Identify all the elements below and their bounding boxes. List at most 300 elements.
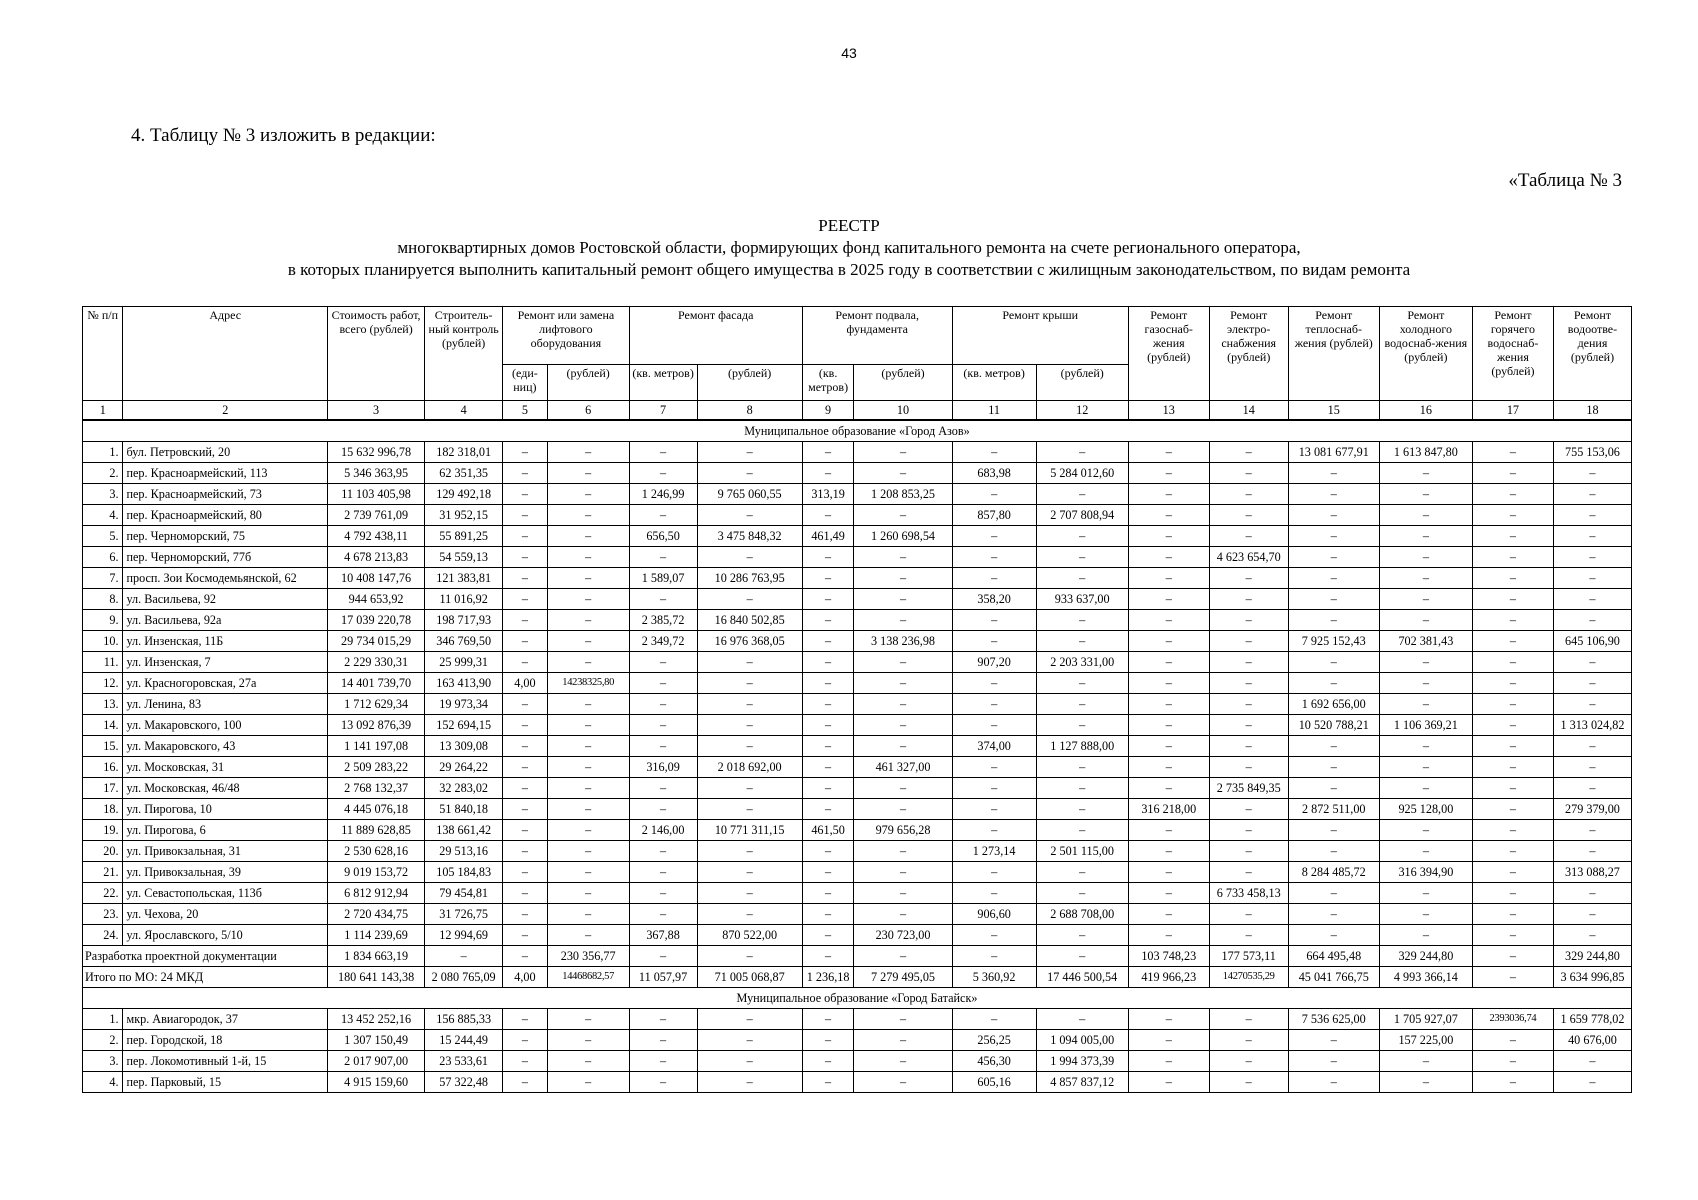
- table-row: [83, 904, 1632, 925]
- row-value: –: [1036, 673, 1128, 694]
- row-number: 24.: [83, 925, 123, 946]
- row-value: –: [854, 883, 952, 904]
- row-value: 2 707 808,94: [1036, 505, 1128, 526]
- row-value: –: [1036, 1009, 1128, 1030]
- row-value: –: [952, 694, 1036, 715]
- summary-value: 17 446 500,54: [1036, 967, 1128, 988]
- row-value: –: [1472, 757, 1553, 778]
- row-value: –: [854, 610, 952, 631]
- row-value: 17 039 220,78: [327, 610, 424, 631]
- row-value: –: [697, 505, 802, 526]
- row-value: 198 717,93: [425, 610, 503, 631]
- row-value: 605,16: [952, 1072, 1036, 1093]
- row-value: –: [1128, 925, 1209, 946]
- row-value: 1 127 888,00: [1036, 736, 1128, 757]
- row-value: 316 218,00: [1128, 799, 1209, 820]
- table-row: [83, 568, 1632, 589]
- row-value: 55 891,25: [425, 526, 503, 547]
- row-value: –: [503, 862, 548, 883]
- row-value: –: [629, 652, 697, 673]
- table-row: [83, 925, 1632, 946]
- row-value: 6 812 912,94: [327, 883, 424, 904]
- row-value: –: [854, 841, 952, 862]
- row-value: –: [503, 442, 548, 463]
- column-number: 4: [425, 401, 503, 421]
- row-value: –: [1128, 904, 1209, 925]
- row-value: –: [503, 1072, 548, 1093]
- row-value: 8 284 485,72: [1288, 862, 1379, 883]
- row-value: –: [854, 1072, 952, 1093]
- summary-value: 5 360,92: [952, 967, 1036, 988]
- row-value: –: [547, 799, 629, 820]
- row-value: –: [697, 736, 802, 757]
- row-value: 29 513,16: [425, 841, 503, 862]
- row-value: –: [952, 820, 1036, 841]
- row-number: 20.: [83, 841, 123, 862]
- row-value: –: [952, 925, 1036, 946]
- column-number: 1: [83, 401, 123, 421]
- row-value: –: [1128, 778, 1209, 799]
- row-value: –: [1036, 526, 1128, 547]
- row-value: –: [1128, 526, 1209, 547]
- column-number: 15: [1288, 401, 1379, 421]
- header-facade-rub: (рублей): [697, 365, 802, 401]
- table-row: [83, 484, 1632, 505]
- row-value: –: [1288, 568, 1379, 589]
- row-value: –: [697, 799, 802, 820]
- row-value: –: [503, 1009, 548, 1030]
- column-number: 14: [1209, 401, 1288, 421]
- row-value: –: [547, 883, 629, 904]
- summary-value: 14270535,29: [1209, 967, 1288, 988]
- row-value: 156 885,33: [425, 1009, 503, 1030]
- row-number: 4.: [83, 1072, 123, 1093]
- row-value: –: [1288, 463, 1379, 484]
- row-value: –: [1379, 736, 1472, 757]
- row-value: –: [1288, 883, 1379, 904]
- intro-text: 4. Таблицу № 3 изложить в редакции:: [131, 125, 436, 146]
- row-number: 10.: [83, 631, 123, 652]
- row-value: –: [802, 715, 854, 736]
- row-value: 1 589,07: [629, 568, 697, 589]
- row-value: –: [629, 841, 697, 862]
- header-num: № п/п: [83, 307, 123, 401]
- row-value: –: [547, 778, 629, 799]
- row-value: 15 244,49: [425, 1030, 503, 1051]
- row-number: 22.: [83, 883, 123, 904]
- column-number: 11: [952, 401, 1036, 421]
- row-value: –: [697, 883, 802, 904]
- row-value: 683,98: [952, 463, 1036, 484]
- row-value: –: [503, 631, 548, 652]
- row-value: –: [854, 715, 952, 736]
- header-basement: Ремонт подвала, фундамента: [802, 307, 952, 365]
- column-number: 9: [802, 401, 854, 421]
- summary-value: 419 966,23: [1128, 967, 1209, 988]
- row-value: –: [503, 820, 548, 841]
- row-value: 461,49: [802, 526, 854, 547]
- row-value: 32 283,02: [425, 778, 503, 799]
- row-value: –: [547, 862, 629, 883]
- table-row: [83, 862, 1632, 883]
- table-row: [83, 799, 1632, 820]
- column-number: 5: [503, 401, 548, 421]
- row-value: –: [1553, 841, 1631, 862]
- header-electric: Ремонт электро-снабжения (рублей): [1209, 307, 1288, 401]
- row-value: –: [802, 505, 854, 526]
- row-number: 11.: [83, 652, 123, 673]
- row-value: 279 379,00: [1553, 799, 1631, 820]
- row-value: –: [1036, 925, 1128, 946]
- row-value: –: [1209, 1030, 1288, 1051]
- row-address: ул. Пирогова, 10: [123, 799, 328, 820]
- summary-value: 329 244,80: [1379, 946, 1472, 967]
- row-address: ул. Чехова, 20: [123, 904, 328, 925]
- municipality-title: Муниципальное образование «Город Азов»: [83, 420, 1632, 442]
- row-value: 1 114 239,69: [327, 925, 424, 946]
- row-number: 13.: [83, 694, 123, 715]
- row-value: –: [1036, 547, 1128, 568]
- row-value: –: [629, 463, 697, 484]
- row-value: –: [1036, 820, 1128, 841]
- header-gas: Ремонт газоснаб-жения (рублей): [1128, 307, 1209, 401]
- row-value: 2 720 434,75: [327, 904, 424, 925]
- row-value: –: [1379, 484, 1472, 505]
- summary-value: 329 244,80: [1553, 946, 1631, 967]
- row-address: пер. Городской, 18: [123, 1030, 328, 1051]
- row-number: 19.: [83, 820, 123, 841]
- header-facade: Ремонт фасада: [629, 307, 802, 365]
- row-value: –: [547, 589, 629, 610]
- row-value: –: [1379, 673, 1472, 694]
- row-value: 40 676,00: [1553, 1030, 1631, 1051]
- header-lift-units: (еди-ниц): [503, 365, 548, 401]
- row-value: –: [503, 883, 548, 904]
- row-value: –: [547, 1051, 629, 1072]
- header-lift: Ремонт или замена лифтового оборудования: [503, 307, 630, 365]
- row-address: ул. Макаровского, 100: [123, 715, 328, 736]
- summary-value: 11 057,97: [629, 967, 697, 988]
- row-value: –: [1472, 841, 1553, 862]
- row-value: –: [952, 442, 1036, 463]
- row-value: 5 346 363,95: [327, 463, 424, 484]
- row-value: –: [697, 904, 802, 925]
- column-number-row: [83, 401, 1632, 421]
- row-value: –: [1288, 484, 1379, 505]
- row-value: 62 351,35: [425, 463, 503, 484]
- row-value: –: [629, 736, 697, 757]
- row-value: –: [1209, 631, 1288, 652]
- row-value: 2 385,72: [629, 610, 697, 631]
- summary-label: Разработка проектной документации: [83, 946, 328, 967]
- row-value: –: [1209, 820, 1288, 841]
- row-value: –: [952, 631, 1036, 652]
- row-value: –: [503, 925, 548, 946]
- row-value: 6 733 458,13: [1209, 883, 1288, 904]
- row-value: 2 688 708,00: [1036, 904, 1128, 925]
- row-value: 4 857 837,12: [1036, 1072, 1128, 1093]
- header-construction-control: Строитель-ный контроль (рублей): [425, 307, 503, 401]
- row-value: 2 768 132,37: [327, 778, 424, 799]
- row-value: 907,20: [952, 652, 1036, 673]
- row-value: –: [1472, 862, 1553, 883]
- row-value: –: [1288, 925, 1379, 946]
- row-value: 4 678 213,83: [327, 547, 424, 568]
- row-number: 14.: [83, 715, 123, 736]
- row-value: –: [802, 631, 854, 652]
- row-value: –: [1128, 610, 1209, 631]
- row-value: –: [854, 505, 952, 526]
- summary-value: –: [697, 946, 802, 967]
- row-number: 3.: [83, 484, 123, 505]
- row-value: –: [1128, 715, 1209, 736]
- summary-value: –: [1472, 967, 1553, 988]
- registry-table: [82, 306, 1632, 1093]
- row-value: –: [1128, 463, 1209, 484]
- row-value: –: [503, 1030, 548, 1051]
- row-address: мкр. Авиагородок, 37: [123, 1009, 328, 1030]
- table-row: [83, 820, 1632, 841]
- row-value: –: [697, 547, 802, 568]
- row-value: –: [697, 652, 802, 673]
- row-value: 1 712 629,34: [327, 694, 424, 715]
- row-value: –: [1209, 841, 1288, 862]
- summary-value: –: [629, 946, 697, 967]
- row-value: –: [1209, 568, 1288, 589]
- row-value: –: [1209, 862, 1288, 883]
- row-value: –: [1472, 442, 1553, 463]
- table-row: [83, 610, 1632, 631]
- row-value: –: [1128, 883, 1209, 904]
- row-value: –: [629, 442, 697, 463]
- row-value: –: [802, 1009, 854, 1030]
- row-value: 1 208 853,25: [854, 484, 952, 505]
- column-number: 18: [1553, 401, 1631, 421]
- row-value: –: [1472, 778, 1553, 799]
- row-value: –: [1288, 589, 1379, 610]
- summary-value: 4 993 366,14: [1379, 967, 1472, 988]
- row-value: –: [697, 1009, 802, 1030]
- summary-value: 45 041 766,75: [1288, 967, 1379, 988]
- row-value: –: [547, 715, 629, 736]
- row-value: –: [1036, 862, 1128, 883]
- row-number: 8.: [83, 589, 123, 610]
- row-value: 15 632 996,78: [327, 442, 424, 463]
- row-number: 16.: [83, 757, 123, 778]
- table-row: [83, 505, 1632, 526]
- row-value: –: [1472, 505, 1553, 526]
- row-value: –: [802, 757, 854, 778]
- row-value: –: [503, 505, 548, 526]
- row-value: –: [1209, 484, 1288, 505]
- row-value: 1 260 698,54: [854, 526, 952, 547]
- row-value: 29 734 015,29: [327, 631, 424, 652]
- row-value: –: [1472, 925, 1553, 946]
- table-row: [83, 778, 1632, 799]
- table-row: [83, 1009, 1632, 1030]
- row-value: –: [629, 883, 697, 904]
- row-value: 12 994,69: [425, 925, 503, 946]
- row-value: 163 413,90: [425, 673, 503, 694]
- summary-value: 103 748,23: [1128, 946, 1209, 967]
- summary-label: Итого по МО: 24 МКД: [83, 967, 328, 988]
- summary-value: 180 641 143,38: [327, 967, 424, 988]
- summary-value: 664 495,48: [1288, 946, 1379, 967]
- row-address: ул. Васильева, 92: [123, 589, 328, 610]
- row-number: 2.: [83, 1030, 123, 1051]
- row-value: –: [802, 568, 854, 589]
- row-address: ул. Пирогова, 6: [123, 820, 328, 841]
- row-number: 9.: [83, 610, 123, 631]
- municipality-group-row: [83, 420, 1632, 442]
- row-value: –: [1128, 505, 1209, 526]
- row-value: –: [1036, 610, 1128, 631]
- row-value: –: [697, 1051, 802, 1072]
- summary-value: –: [802, 946, 854, 967]
- row-value: –: [802, 862, 854, 883]
- header-hot-water: Ремонт горячего водоснаб-жения (рублей): [1472, 307, 1553, 401]
- row-value: –: [697, 715, 802, 736]
- municipality-group-row: [83, 988, 1632, 1009]
- row-value: –: [952, 526, 1036, 547]
- row-value: –: [1209, 610, 1288, 631]
- row-value: –: [1553, 652, 1631, 673]
- municipality-title: Муниципальное образование «Город Батайск»: [83, 988, 1632, 1009]
- row-value: 461,50: [802, 820, 854, 841]
- row-value: –: [1379, 925, 1472, 946]
- row-value: –: [1379, 652, 1472, 673]
- row-address: ул. Московская, 46/48: [123, 778, 328, 799]
- row-value: –: [1036, 694, 1128, 715]
- row-value: 16 840 502,85: [697, 610, 802, 631]
- row-value: 755 153,06: [1553, 442, 1631, 463]
- row-value: –: [1036, 778, 1128, 799]
- row-value: 1 273,14: [952, 841, 1036, 862]
- row-value: 14238325,80: [547, 673, 629, 694]
- summary-value: 71 005 068,87: [697, 967, 802, 988]
- summary-value: 1 834 663,19: [327, 946, 424, 967]
- row-value: 7 536 625,00: [1288, 1009, 1379, 1030]
- row-value: 2 872 511,00: [1288, 799, 1379, 820]
- row-value: 2 018 692,00: [697, 757, 802, 778]
- row-value: –: [547, 652, 629, 673]
- row-value: –: [697, 442, 802, 463]
- row-address: ул. Инзенская, 7: [123, 652, 328, 673]
- design-documentation-row: [83, 946, 1632, 967]
- row-value: –: [1036, 757, 1128, 778]
- row-value: –: [1472, 631, 1553, 652]
- row-address: ул. Ярославского, 5/10: [123, 925, 328, 946]
- row-value: –: [503, 778, 548, 799]
- row-value: –: [503, 526, 548, 547]
- table-row: [83, 526, 1632, 547]
- row-value: –: [1553, 673, 1631, 694]
- row-value: –: [1472, 652, 1553, 673]
- row-value: –: [1209, 463, 1288, 484]
- row-value: –: [1209, 589, 1288, 610]
- row-value: –: [1553, 757, 1631, 778]
- row-value: –: [952, 484, 1036, 505]
- row-value: –: [547, 463, 629, 484]
- row-value: –: [629, 505, 697, 526]
- row-value: –: [1379, 1072, 1472, 1093]
- row-value: –: [1288, 757, 1379, 778]
- row-number: 17.: [83, 778, 123, 799]
- row-value: –: [1472, 673, 1553, 694]
- row-value: –: [1288, 1072, 1379, 1093]
- row-value: –: [1288, 652, 1379, 673]
- municipality-total-row: [83, 967, 1632, 988]
- row-number: 5.: [83, 526, 123, 547]
- row-value: –: [802, 799, 854, 820]
- row-value: –: [547, 442, 629, 463]
- row-value: –: [1128, 568, 1209, 589]
- row-value: –: [1128, 631, 1209, 652]
- table-row: [83, 547, 1632, 568]
- row-value: –: [1128, 1030, 1209, 1051]
- summary-value: 2 080 765,09: [425, 967, 503, 988]
- row-value: 5 284 012,60: [1036, 463, 1128, 484]
- row-value: 374,00: [952, 736, 1036, 757]
- row-value: –: [503, 694, 548, 715]
- row-value: –: [1288, 526, 1379, 547]
- row-value: –: [1036, 484, 1128, 505]
- row-value: –: [854, 1009, 952, 1030]
- row-value: –: [1209, 736, 1288, 757]
- table-row: [83, 631, 1632, 652]
- row-value: –: [952, 610, 1036, 631]
- row-value: –: [1209, 799, 1288, 820]
- row-value: –: [854, 1051, 952, 1072]
- row-value: –: [1472, 904, 1553, 925]
- row-value: –: [802, 883, 854, 904]
- table-row: [83, 757, 1632, 778]
- row-value: 656,50: [629, 526, 697, 547]
- table-row: [83, 841, 1632, 862]
- row-value: –: [547, 1072, 629, 1093]
- summary-value: –: [854, 946, 952, 967]
- row-number: 2.: [83, 463, 123, 484]
- summary-value: –: [1036, 946, 1128, 967]
- row-value: –: [952, 568, 1036, 589]
- column-number: 16: [1379, 401, 1472, 421]
- row-value: 2 735 849,35: [1209, 778, 1288, 799]
- row-address: пер. Черноморский, 75: [123, 526, 328, 547]
- row-value: –: [547, 526, 629, 547]
- table-row: [83, 673, 1632, 694]
- row-value: –: [802, 694, 854, 715]
- row-value: 4 445 076,18: [327, 799, 424, 820]
- row-value: –: [547, 757, 629, 778]
- row-value: –: [1553, 610, 1631, 631]
- row-value: 14 401 739,70: [327, 673, 424, 694]
- row-value: –: [629, 547, 697, 568]
- row-value: –: [697, 1030, 802, 1051]
- row-value: –: [503, 568, 548, 589]
- row-value: 256,25: [952, 1030, 1036, 1051]
- registry-heading: [0, 215, 1698, 281]
- row-value: –: [1209, 652, 1288, 673]
- header-total-cost: Стоимость работ, всего (рублей): [327, 307, 424, 401]
- summary-value: 1 236,18: [802, 967, 854, 988]
- row-address: пер. Локомотивный 1-й, 15: [123, 1051, 328, 1072]
- row-value: –: [1472, 736, 1553, 757]
- row-value: 1 659 778,02: [1553, 1009, 1631, 1030]
- row-value: –: [802, 904, 854, 925]
- row-address: ул. Ленина, 83: [123, 694, 328, 715]
- row-value: 316,09: [629, 757, 697, 778]
- row-value: –: [629, 694, 697, 715]
